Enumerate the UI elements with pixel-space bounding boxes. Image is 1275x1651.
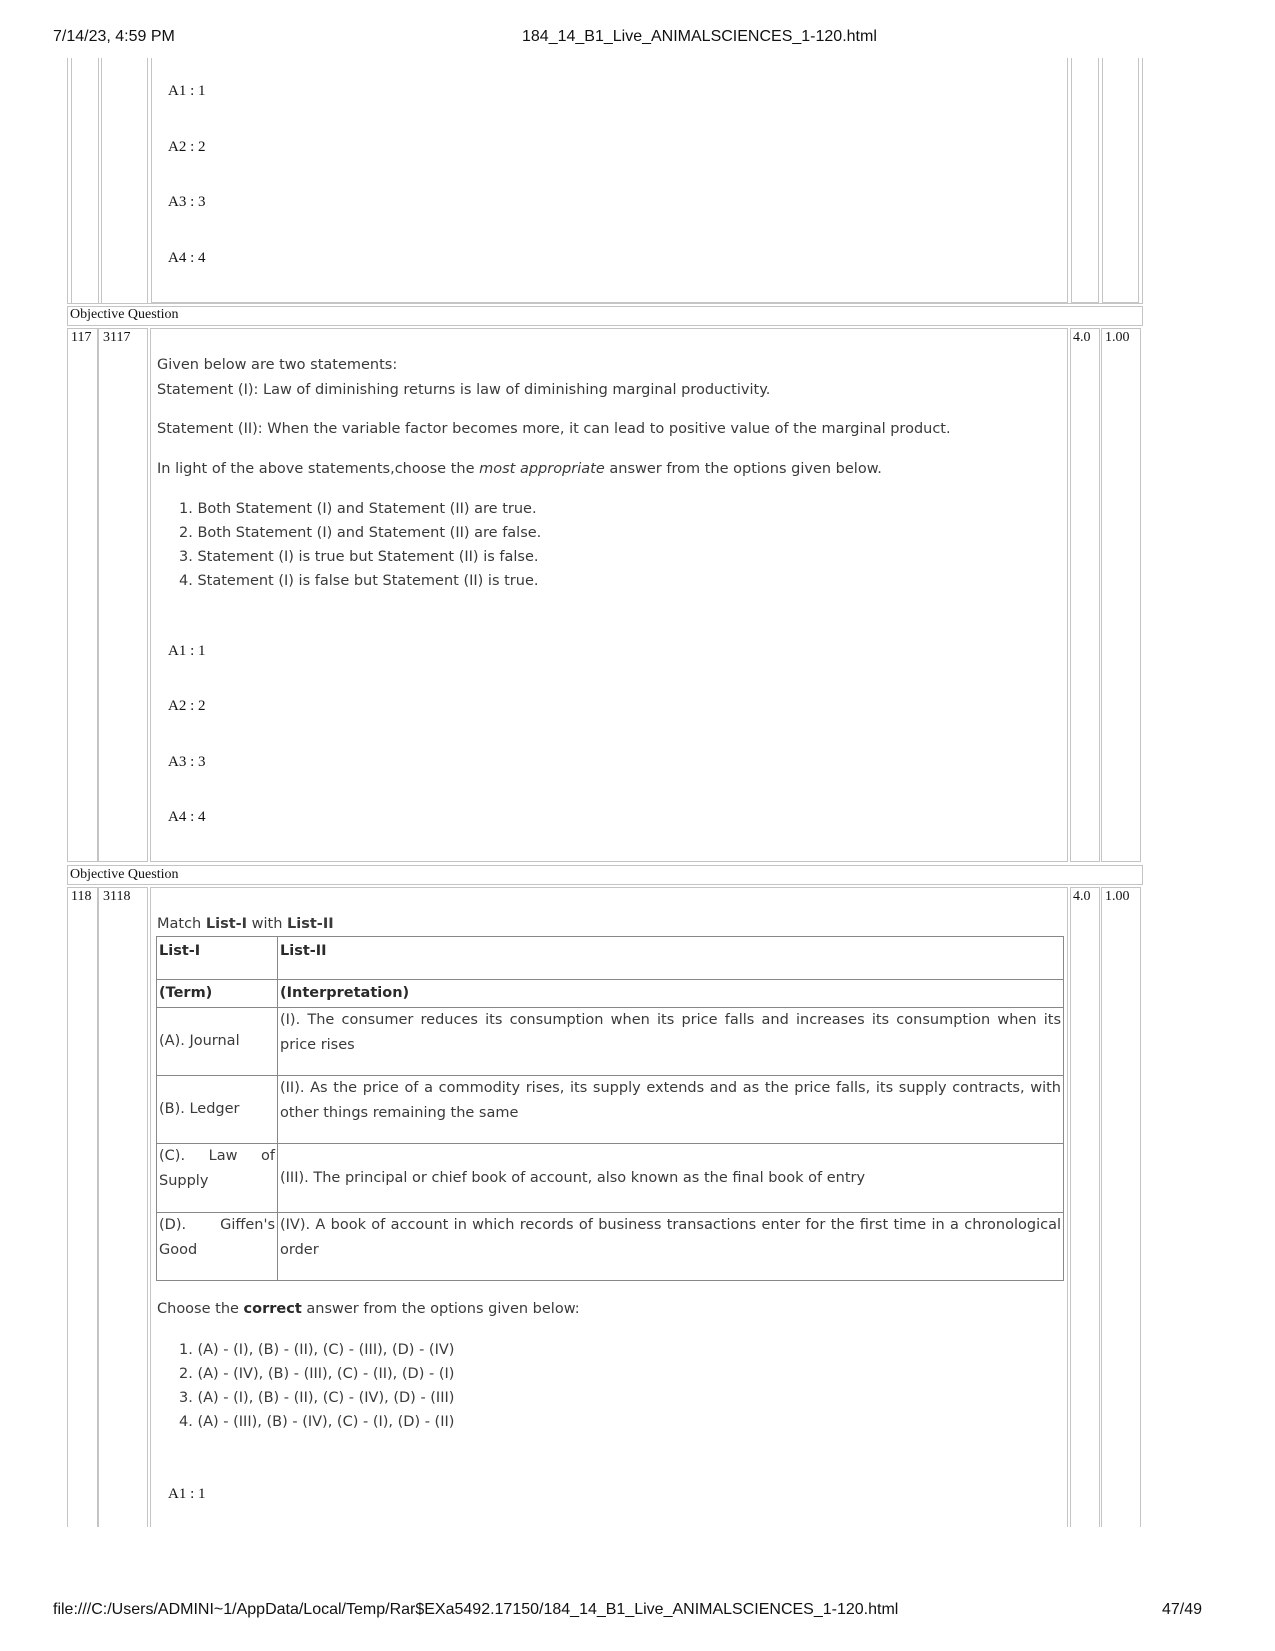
question-negative-marks: 1.00	[1105, 889, 1130, 904]
file-path: file:///C:/Users/ADMINI~1/AppData/Local/Temp/Rar$EXa5492.17150/184_14_B1_Live_ANIMALSCIENCES_1-120.html	[53, 1601, 899, 1618]
table-cell: (C). Law of Supply	[157, 1144, 278, 1213]
table-cell: (IV). A book of account in which records of business transactions enter for the first time in a chronological order	[278, 1213, 1064, 1281]
border-line	[101, 58, 102, 304]
border-line	[67, 58, 68, 304]
table-row	[157, 1144, 1064, 1213]
question-number: 118	[71, 889, 92, 904]
section-label: Objective Question	[70, 867, 179, 882]
answer-cell-border	[151, 58, 1068, 303]
table-cell: (B). Ledger	[157, 1076, 278, 1144]
question-number: 117	[71, 330, 92, 345]
answer-option: A1 : 1	[168, 1486, 206, 1502]
section-label-cell	[67, 306, 1143, 326]
option-item: 3. Statement (I) is true but Statement (II) is false.	[179, 549, 539, 565]
table-subheader: (Interpretation)	[278, 980, 1064, 1008]
option-item: 1. (A) - (I), (B) - (II), (C) - (III), (D) - (IV)	[179, 1342, 455, 1358]
question-number-cell	[67, 887, 98, 1527]
border-line	[98, 58, 99, 304]
table-subheader-row	[157, 980, 1064, 1008]
question-negative-marks: 1.00	[1105, 330, 1130, 345]
answer-option: A2 : 2	[168, 698, 206, 714]
answer-option: A3 : 3	[168, 754, 206, 770]
document-title: 184_14_B1_Live_ANIMALSCIENCES_1-120.html	[522, 28, 877, 45]
marks-cell	[1070, 887, 1100, 1527]
answer-option: A2 : 2	[168, 139, 206, 155]
table-cell: (III). The principal or chief book of account, also known as the final book of entry	[278, 1144, 1064, 1213]
table-cell: (D). Giffen's Good	[157, 1213, 278, 1281]
neg-cell-border	[1102, 58, 1139, 303]
page-number: 47/49	[1162, 1601, 1203, 1618]
option-item: 4. (A) - (III), (B) - (IV), (C) - (I), (D) - (II)	[179, 1414, 455, 1430]
table-row	[157, 1213, 1064, 1281]
question-instruction: Choose the correct answer from the options given below:	[157, 1301, 580, 1317]
marks-cell	[1070, 328, 1100, 862]
table-row	[157, 1008, 1064, 1076]
question-line: Statement (I): Law of diminishing returns is law of diminishing marginal productivity.	[157, 382, 771, 398]
question-line: Statement (II): When the variable factor becomes more, it can lead to positive value of the marginal product.	[157, 421, 951, 437]
question-number-cell	[67, 328, 98, 862]
negative-marks-cell	[1101, 328, 1141, 862]
option-item: 3. (A) - (I), (B) - (II), (C) - (IV), (D) - (III)	[179, 1390, 455, 1406]
print-datetime: 7/14/23, 4:59 PM	[53, 28, 175, 45]
question-id: 3117	[103, 330, 131, 345]
marks-cell-border	[1071, 58, 1099, 303]
table-row	[157, 1076, 1064, 1144]
option-list	[179, 1338, 454, 1434]
table-cell: (A). Journal	[157, 1008, 278, 1076]
option-item: 2. Both Statement (I) and Statement (II) are false.	[179, 525, 542, 541]
answer-option: A4 : 4	[168, 250, 206, 266]
table-header: List-I	[157, 937, 278, 980]
question-line: Given below are two statements:	[157, 357, 398, 373]
border-line	[71, 58, 72, 304]
question-marks: 4.0	[1073, 889, 1091, 904]
question-id-cell	[98, 887, 148, 1527]
table-cell: (I). The consumer reduces its consumption when its price falls and increases its consumption when its price rises	[278, 1008, 1064, 1076]
option-item: 1. Both Statement (I) and Statement (II) are true.	[179, 501, 537, 517]
answer-option: A1 : 1	[168, 643, 206, 659]
question-id-cell	[98, 328, 148, 862]
table-header: List-II	[278, 937, 1064, 980]
option-item: 2. (A) - (IV), (B) - (III), (C) - (II), (D) - (I)	[179, 1366, 455, 1382]
match-table	[156, 936, 1064, 1281]
question-marks: 4.0	[1073, 330, 1091, 345]
option-item: 4. Statement (I) is false but Statement (II) is true.	[179, 573, 539, 589]
answer-option: A1 : 1	[168, 83, 206, 99]
question-text	[157, 353, 1057, 593]
negative-marks-cell	[1101, 887, 1141, 1527]
table-subheader: (Term)	[157, 980, 278, 1008]
answer-option: A4 : 4	[168, 809, 206, 825]
border-line	[147, 58, 148, 304]
section-label-cell	[67, 865, 1143, 885]
question-id: 3118	[103, 889, 131, 904]
question-instruction: In light of the above statements,choose the most appropriate answer from the options given below.	[157, 461, 882, 477]
table-header-row	[157, 937, 1064, 980]
border-line	[1142, 58, 1143, 304]
answer-option: A3 : 3	[168, 194, 206, 210]
question-intro: Match List-I with List-II	[157, 916, 334, 932]
option-list	[179, 497, 1057, 593]
table-cell: (II). As the price of a commodity rises, its supply extends and as the price falls, its supply contracts, with other things remaining the same	[278, 1076, 1064, 1144]
section-label: Objective Question	[70, 307, 179, 322]
